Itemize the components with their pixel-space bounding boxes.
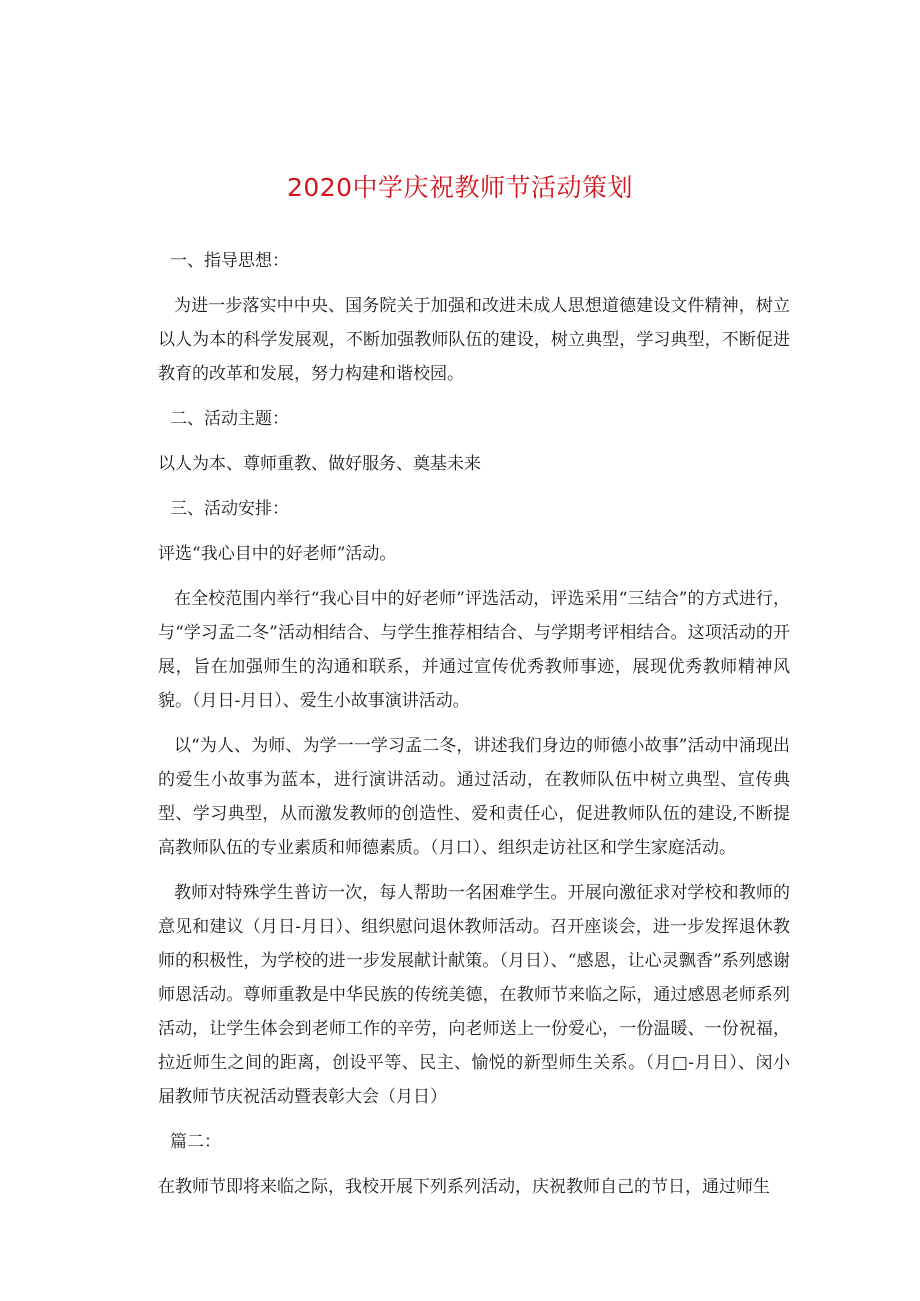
paragraph-part-two: 在教师节即将来临之际，我校开展下列系列活动，庆祝教师自己的节日，通过师生 [158,1177,770,1197]
paragraph-theme: 以人为本、尊师重教、做好服务、奠基未来 [158,454,481,474]
section-heading-guiding-ideology: 一、指导思想： [170,251,289,271]
section-heading-part-two: 篇二： [170,1132,221,1152]
document-title: 2020中学庆祝教师节活动策划 [286,173,634,202]
document-body [158,244,790,1215]
paragraph-guiding-ideology: 为进一步落实中中央、国务院关于加强和改进未成人思想道德建设文件精神，树立以人为本的科学发展观，不断加强教师队伍的建设，树立典型，学习典型，不断促进教育的改革和发展，努力构建和谐校园。 [158,296,790,384]
paragraph-arrangement-intro: 评选“我心目中的好老师”活动。 [158,544,397,564]
paragraph-speech-activity: 以“为人、为师、为学一一学习孟二冬，讲述我们身边的师德小故事”活动中涌现出的爱生小故事为蓝本，进行演讲活动。通过活动，在教师队伍中树立典型、宣传典型、学习典型，从而激发教师的创造性、爱和责任心，促进教师队伍的建设,不断提高教师队伍的专业素质和师德素质。（月口）、组织走访社区和学生家庭活动。 [158,736,790,858]
paragraph-visits-and-gratitude: 教师对特殊学生普访一次，每人帮助一名困难学生。开展向激征求对学校和教师的意见和建议（月日-月日）、组织慰问退休教师活动。召开座谈会，进一步发挥退休教师的积极性，为学校的进一步发展献计献策。（月日）、“感恩，让心灵飘香”系列感谢师恩活动。尊师重教是中华民族的传统美德，在教师节来临之际，通过感恩老师系列活动，让学生体会到老师工作的辛劳，向老师送上一份爱心，一份温暖、一份祝福，拉近师生之间的距离，创设平等、民主、愉悦的新型师生关系。（月□-月日）、闵小届教师节庆祝活动暨表彰大会（月日） [158,883,790,1107]
paragraph-good-teacher-selection: 在全校范围内举行“我心目中的好老师”评选活动，评选采用“三结合”的方式进行，与“学习孟二冬”活动相结合、与学生推荐相结合、与学期考评相结合。这项活动的开展，旨在加强师生的沟通和联系，并通过宣传优秀教师事迹，展现优秀教师精神风貌。（月日-月日）、爱生小故事演讲活动。 [158,589,790,711]
section-heading-arrangement: 三、活动安排： [170,499,289,519]
section-heading-theme: 二、活动主题： [170,409,289,429]
